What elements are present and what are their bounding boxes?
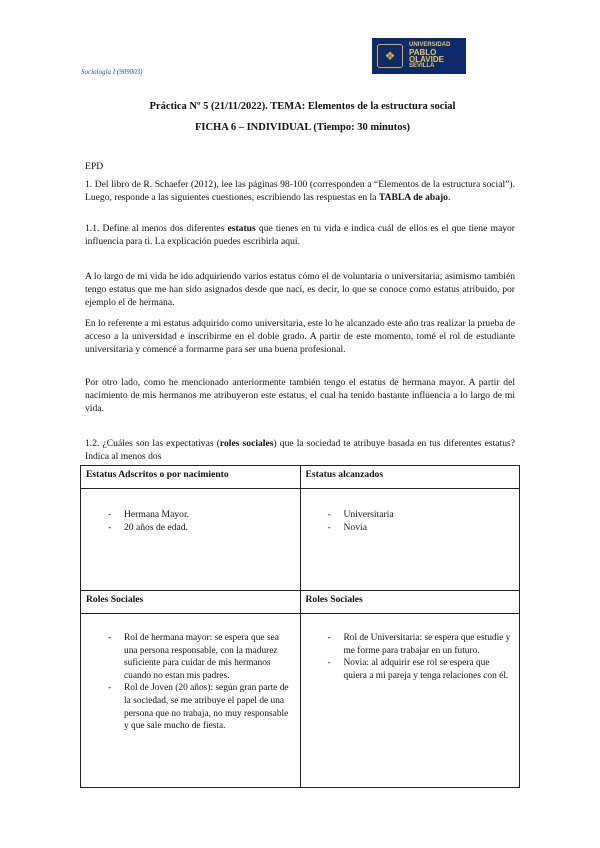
logo-text: UNIVERSIDAD PABLO OLAVIDE SEVILLA [409, 42, 451, 69]
roles-left-cell [81, 614, 301, 788]
list-item: - Rol de Universitaria: se espera que estudie y me forme para trabajar en un futuro. [344, 632, 515, 657]
question-1: 1. Del libro de R. Schaefer (2012), lee las páginas 98-100 (corresponden a “Elementos de la estructura social”). Luego, responde a las siguientes cuestiones, escribiendo las respuestas en la TABLA de abajo. [85, 179, 515, 203]
list-item: - 20 años de edad. [124, 522, 295, 535]
list-item: - Novia [344, 522, 515, 535]
roles-right-cell [300, 614, 520, 788]
worksheet-title: FICHA 6 – INDIVIDUAL (Tiempo: 30 minutos) [194, 122, 411, 133]
header-roles-left: Roles Sociales [81, 591, 301, 614]
course-name: Sociología I (909003) [81, 68, 143, 76]
adscritos-cell [81, 489, 301, 591]
header-adscritos: Estatus Adscritos o por nacimiento [81, 466, 301, 489]
header-roles-right: Roles Sociales [300, 591, 520, 614]
list-item: - Novia: al adquirir ese rol se espera que quiera a mi pareja y tenga relaciones con él. [344, 657, 515, 682]
list-item: - Rol de hermana mayor: se espera que sea una persona responsable, con la madurez suficiente para cuidar de mis hermanos cuando no estan mis padres. [124, 632, 295, 682]
question-1-1: 1.1. Define al menos dos diferentes estatus que tienes en tu vida e indica cuál de ellos es el que tiene mayor influencia para ti. La explicación puedes escribirla aquí. [85, 223, 515, 247]
answer-paragraph: A lo largo de mi vida he ido adquiriendo varios estatus cómo el de voluntaria o universitaria; asimismo también tengo estatus que me han sido asignados desde que nací, es decir, lo que se conoce como estatus atribuido, por ejemplo el de hermana. [85, 271, 515, 308]
list-item: - Universitaria [344, 509, 515, 522]
question-1-2: 1.2. ¿Cuáles son las expectativas (roles sociales) que la sociedad te atribuye basada en tus diferentes estatus? Indica al menos dos [85, 438, 515, 462]
status-roles-table [80, 465, 520, 788]
list-item: - Hermana Mayor. [124, 509, 295, 522]
header-alcanzados: Estatus alcanzados [300, 466, 520, 489]
alcanzados-cell [300, 489, 520, 591]
list-item: - Rol de Joven (20 años): según gran parte de la sociedad, se me atribuye el papel de una persona que no trabaja, no muy responsable y que sale mucho de fiesta. [124, 682, 295, 732]
answer-paragraph: En lo referente a mi estatus adquirido como universitaria, este lo he alcanzado este año tras realizar la prueba de acceso a la universidad e inscribirme en el doble grado. A partir de este momento, tomé el rol de estudiante universitaria y comencé a formarme para ser una buena profesional. [85, 318, 515, 355]
section-label: EPD [85, 161, 104, 172]
shield-icon: ❖ [377, 44, 403, 68]
answer-paragraph: Por otro lado, como he mencionado anteriormente también tengo el estatus de hermana mayor. A partir del nacimiento de mis hermanos me atribuyeron este estatus, el cual ha tenido bastante influencia a lo largo de mi vida. [85, 377, 515, 414]
practice-title: Práctica Nº 5 (21/11/2022). TEMA: Elementos de la estructura social [149, 101, 456, 112]
university-logo [372, 38, 466, 74]
